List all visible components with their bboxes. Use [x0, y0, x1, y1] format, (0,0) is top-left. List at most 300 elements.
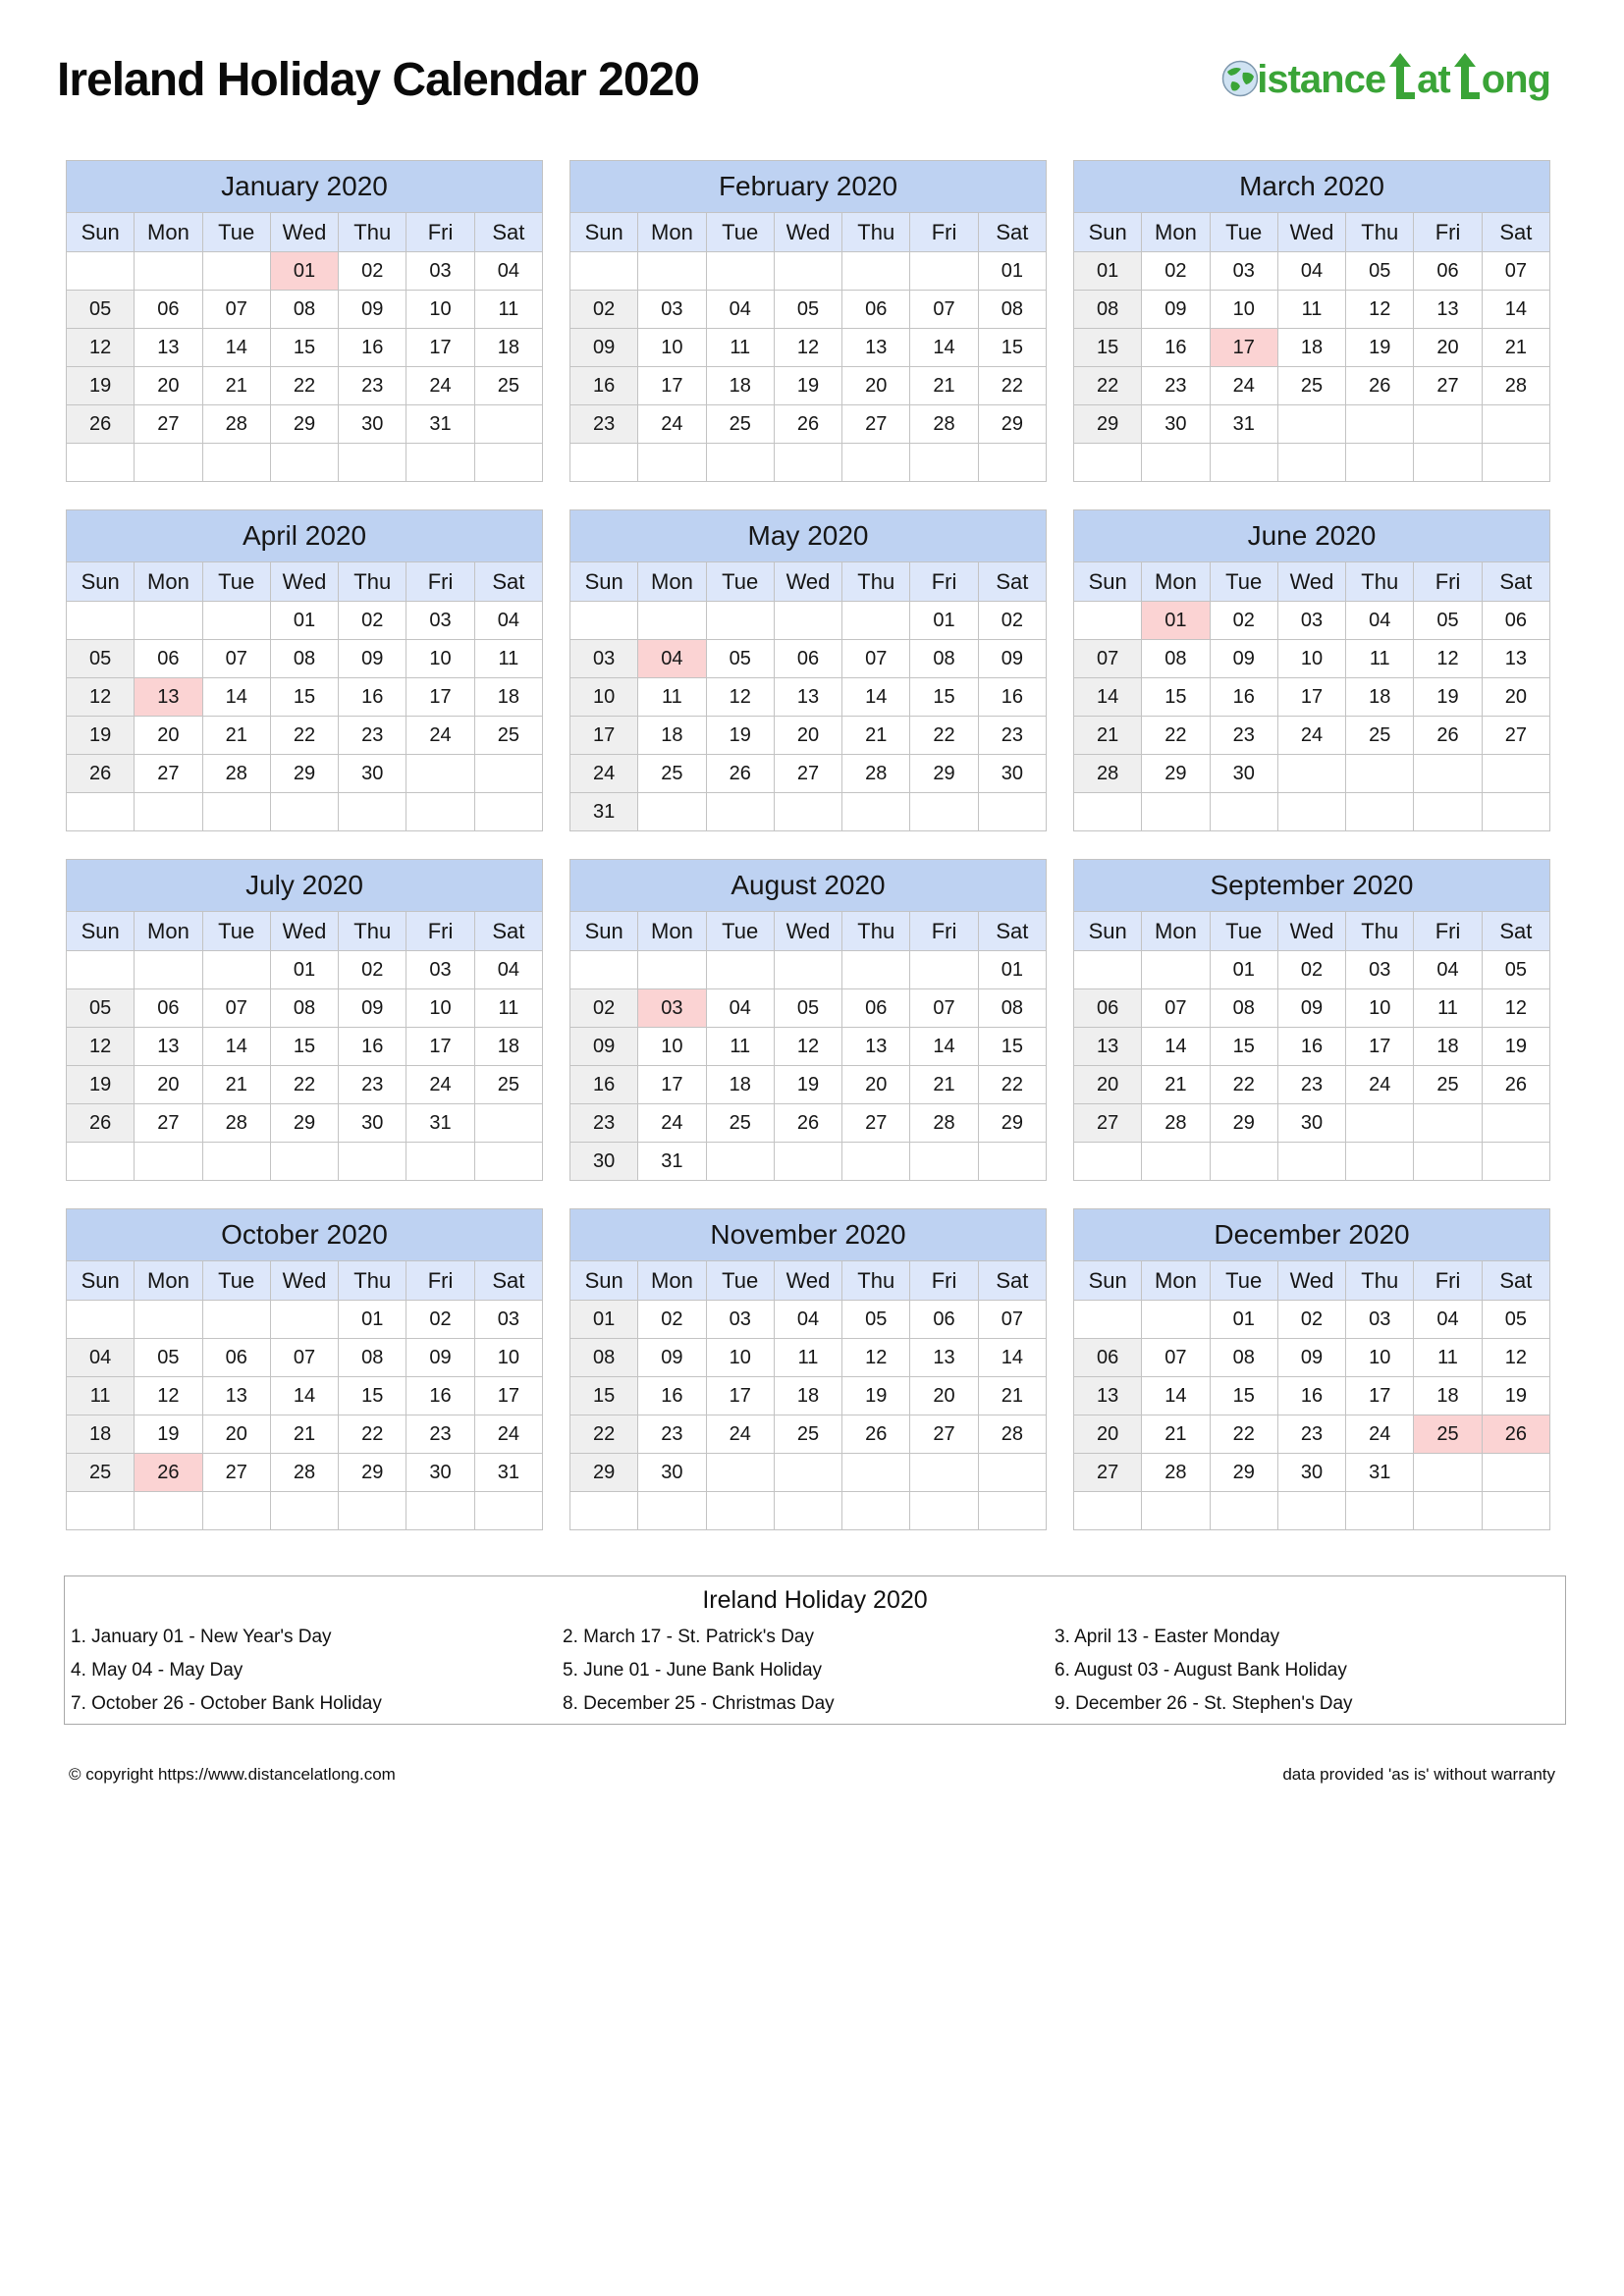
month-title: February 2020	[570, 161, 1047, 213]
day-cell: 01	[910, 602, 978, 640]
day-cell: 02	[570, 291, 638, 329]
day-cell: 08	[270, 989, 338, 1028]
day-cell: 10	[638, 1028, 706, 1066]
empty-day-cell	[135, 1143, 202, 1181]
day-cell: 26	[774, 1104, 841, 1143]
day-cell: 30	[638, 1454, 706, 1492]
empty-day-cell	[774, 602, 841, 640]
day-cell: 11	[638, 678, 706, 717]
day-cell: 07	[202, 640, 270, 678]
empty-day-cell	[202, 1301, 270, 1339]
day-cell: 29	[270, 1104, 338, 1143]
day-cell: 18	[1277, 329, 1345, 367]
day-cell: 31	[1346, 1454, 1414, 1492]
empty-day-cell	[67, 444, 135, 482]
day-cell: 28	[1482, 367, 1549, 405]
day-cell: 24	[406, 1066, 474, 1104]
empty-day-cell	[1277, 405, 1345, 444]
day-of-week-header: Sat	[978, 213, 1046, 252]
day-of-week-header: Wed	[1277, 1261, 1345, 1301]
day-cell: 29	[270, 405, 338, 444]
day-of-week-header: Sat	[474, 213, 542, 252]
day-cell: 30	[1210, 755, 1277, 793]
day-cell: 09	[1210, 640, 1277, 678]
day-cell: 26	[67, 755, 135, 793]
month-calendar-december	[1073, 1208, 1550, 1530]
day-cell: 23	[638, 1415, 706, 1454]
day-of-week-header: Fri	[406, 1261, 474, 1301]
day-of-week-header: Thu	[1346, 912, 1414, 951]
day-cell: 19	[67, 367, 135, 405]
empty-day-cell	[910, 1143, 978, 1181]
day-cell: 07	[1142, 1339, 1210, 1377]
empty-day-cell	[1346, 755, 1414, 793]
empty-day-cell	[706, 1454, 774, 1492]
day-of-week-header: Mon	[1142, 562, 1210, 602]
day-cell: 28	[910, 1104, 978, 1143]
empty-day-cell	[570, 602, 638, 640]
empty-day-cell	[1414, 1104, 1482, 1143]
day-cell: 03	[638, 291, 706, 329]
day-cell: 24	[406, 367, 474, 405]
day-cell: 11	[474, 640, 542, 678]
empty-day-cell	[1142, 951, 1210, 989]
empty-day-cell	[474, 755, 542, 793]
day-cell: 20	[202, 1415, 270, 1454]
day-of-week-header: Thu	[842, 562, 910, 602]
empty-day-cell	[910, 252, 978, 291]
day-cell: 22	[1210, 1415, 1277, 1454]
empty-day-cell	[339, 793, 406, 831]
holiday-day-cell: 17	[1210, 329, 1277, 367]
day-cell: 25	[474, 1066, 542, 1104]
day-cell: 04	[1414, 1301, 1482, 1339]
day-cell: 27	[1074, 1454, 1142, 1492]
empty-day-cell	[1277, 444, 1345, 482]
holiday-item: 1. January 01 - New Year's Day	[71, 1627, 332, 1647]
day-of-week-header: Thu	[842, 213, 910, 252]
month-calendar-september	[1073, 859, 1550, 1181]
day-of-week-header: Mon	[1142, 912, 1210, 951]
day-cell: 16	[1142, 329, 1210, 367]
empty-day-cell	[1074, 1143, 1142, 1181]
month-title: May 2020	[570, 510, 1047, 562]
month-calendar-april	[66, 509, 543, 831]
day-cell: 02	[1277, 1301, 1345, 1339]
day-cell: 30	[339, 405, 406, 444]
day-of-week-header: Thu	[1346, 562, 1414, 602]
day-cell: 07	[1482, 252, 1549, 291]
day-cell: 15	[1074, 329, 1142, 367]
empty-day-cell	[1414, 405, 1482, 444]
day-of-week-header: Tue	[1210, 562, 1277, 602]
day-of-week-header: Fri	[1414, 1261, 1482, 1301]
day-cell: 07	[910, 989, 978, 1028]
day-cell: 21	[202, 367, 270, 405]
day-cell: 17	[706, 1377, 774, 1415]
month-calendar-february	[569, 160, 1047, 482]
day-cell: 08	[270, 640, 338, 678]
day-cell: 26	[706, 755, 774, 793]
empty-day-cell	[270, 1301, 338, 1339]
day-cell: 05	[774, 291, 841, 329]
day-cell: 10	[1210, 291, 1277, 329]
day-cell: 31	[570, 793, 638, 831]
day-cell: 10	[570, 678, 638, 717]
day-cell: 29	[1074, 405, 1142, 444]
day-cell: 22	[270, 717, 338, 755]
month-title: June 2020	[1074, 510, 1550, 562]
day-cell: 17	[570, 717, 638, 755]
day-cell: 13	[1482, 640, 1549, 678]
day-cell: 28	[910, 405, 978, 444]
day-of-week-header: Fri	[1414, 213, 1482, 252]
day-of-week-header: Tue	[1210, 213, 1277, 252]
empty-day-cell	[842, 444, 910, 482]
day-cell: 06	[202, 1339, 270, 1377]
day-of-week-header: Wed	[1277, 912, 1345, 951]
day-cell: 24	[638, 1104, 706, 1143]
empty-day-cell	[202, 252, 270, 291]
empty-day-cell	[774, 951, 841, 989]
empty-day-cell	[842, 951, 910, 989]
day-of-week-header: Tue	[1210, 912, 1277, 951]
day-cell: 22	[570, 1415, 638, 1454]
day-cell: 24	[1346, 1066, 1414, 1104]
day-cell: 18	[474, 329, 542, 367]
day-cell: 03	[406, 951, 474, 989]
day-cell: 11	[706, 1028, 774, 1066]
day-of-week-header: Sun	[1074, 213, 1142, 252]
day-cell: 13	[910, 1339, 978, 1377]
empty-day-cell	[270, 444, 338, 482]
disclaimer-text: data provided 'as is' without warranty	[1282, 1765, 1555, 1784]
day-cell: 03	[406, 602, 474, 640]
day-of-week-header: Thu	[339, 562, 406, 602]
month-calendar-june	[1073, 509, 1550, 831]
empty-day-cell	[978, 1492, 1046, 1530]
day-cell: 04	[474, 252, 542, 291]
empty-day-cell	[978, 1143, 1046, 1181]
logo-text-distance: istance	[1257, 58, 1386, 101]
day-of-week-header: Sun	[67, 1261, 135, 1301]
day-of-week-header: Tue	[706, 912, 774, 951]
day-cell: 26	[774, 405, 841, 444]
day-cell: 05	[135, 1339, 202, 1377]
empty-day-cell	[706, 793, 774, 831]
empty-day-cell	[1142, 793, 1210, 831]
day-cell: 27	[135, 755, 202, 793]
day-cell: 29	[910, 755, 978, 793]
day-cell: 16	[1210, 678, 1277, 717]
empty-day-cell	[1482, 1143, 1549, 1181]
day-of-week-header: Sat	[1482, 1261, 1549, 1301]
day-of-week-header: Fri	[910, 213, 978, 252]
day-of-week-header: Sat	[978, 562, 1046, 602]
day-of-week-header: Thu	[339, 213, 406, 252]
empty-day-cell	[706, 444, 774, 482]
day-cell: 19	[1482, 1028, 1549, 1066]
copyright-text: © copyright https://www.distancelatlong.com	[69, 1765, 396, 1784]
day-of-week-header: Tue	[202, 562, 270, 602]
day-cell: 09	[570, 1028, 638, 1066]
day-cell: 25	[638, 755, 706, 793]
empty-day-cell	[910, 444, 978, 482]
day-cell: 06	[1414, 252, 1482, 291]
day-of-week-header: Fri	[1414, 562, 1482, 602]
day-cell: 22	[1142, 717, 1210, 755]
empty-day-cell	[1482, 444, 1549, 482]
day-cell: 16	[406, 1377, 474, 1415]
empty-day-cell	[135, 444, 202, 482]
day-cell: 08	[1210, 989, 1277, 1028]
day-cell: 23	[339, 717, 406, 755]
day-cell: 12	[135, 1377, 202, 1415]
month-title: July 2020	[67, 860, 543, 912]
day-of-week-header: Sun	[570, 213, 638, 252]
empty-day-cell	[774, 1454, 841, 1492]
day-cell: 10	[638, 329, 706, 367]
empty-day-cell	[474, 1104, 542, 1143]
day-cell: 01	[270, 602, 338, 640]
day-of-week-header: Fri	[1414, 912, 1482, 951]
day-of-week-header: Mon	[638, 213, 706, 252]
day-cell: 12	[706, 678, 774, 717]
day-cell: 22	[339, 1415, 406, 1454]
day-cell: 13	[842, 329, 910, 367]
day-cell: 06	[910, 1301, 978, 1339]
day-cell: 14	[1482, 291, 1549, 329]
day-of-week-header: Tue	[706, 1261, 774, 1301]
day-cell: 17	[474, 1377, 542, 1415]
holiday-item: 2. March 17 - St. Patrick's Day	[563, 1627, 814, 1647]
empty-day-cell	[1210, 793, 1277, 831]
day-cell: 01	[978, 951, 1046, 989]
day-cell: 19	[842, 1377, 910, 1415]
day-of-week-header: Thu	[1346, 213, 1414, 252]
day-cell: 29	[570, 1454, 638, 1492]
month-calendar-august	[569, 859, 1047, 1181]
day-cell: 01	[1210, 1301, 1277, 1339]
day-cell: 09	[1277, 1339, 1345, 1377]
empty-day-cell	[406, 1492, 474, 1530]
day-cell: 08	[570, 1339, 638, 1377]
day-cell: 21	[270, 1415, 338, 1454]
day-cell: 26	[1482, 1066, 1549, 1104]
day-cell: 15	[339, 1377, 406, 1415]
empty-day-cell	[1210, 1143, 1277, 1181]
day-cell: 27	[202, 1454, 270, 1492]
day-cell: 14	[978, 1339, 1046, 1377]
day-of-week-header: Tue	[706, 562, 774, 602]
day-cell: 16	[570, 367, 638, 405]
day-of-week-header: Sun	[570, 912, 638, 951]
day-cell: 18	[1414, 1028, 1482, 1066]
empty-day-cell	[474, 444, 542, 482]
empty-day-cell	[474, 793, 542, 831]
month-calendar-october	[66, 1208, 543, 1530]
holiday-item: 6. August 03 - August Bank Holiday	[1055, 1660, 1347, 1681]
empty-day-cell	[202, 602, 270, 640]
day-cell: 28	[202, 755, 270, 793]
empty-day-cell	[638, 793, 706, 831]
day-cell: 19	[1346, 329, 1414, 367]
empty-day-cell	[910, 1454, 978, 1492]
day-of-week-header: Wed	[1277, 562, 1345, 602]
day-cell: 12	[1346, 291, 1414, 329]
day-cell: 25	[1346, 717, 1414, 755]
day-cell: 07	[1142, 989, 1210, 1028]
empty-day-cell	[774, 444, 841, 482]
day-cell: 20	[135, 367, 202, 405]
day-cell: 04	[774, 1301, 841, 1339]
day-cell: 30	[978, 755, 1046, 793]
day-cell: 20	[1482, 678, 1549, 717]
day-cell: 04	[706, 291, 774, 329]
day-of-week-header: Thu	[1346, 1261, 1414, 1301]
day-cell: 12	[67, 1028, 135, 1066]
day-cell: 19	[1482, 1377, 1549, 1415]
day-cell: 08	[270, 291, 338, 329]
empty-day-cell	[1074, 951, 1142, 989]
day-cell: 01	[570, 1301, 638, 1339]
day-cell: 19	[67, 1066, 135, 1104]
day-cell: 25	[774, 1415, 841, 1454]
day-cell: 24	[1210, 367, 1277, 405]
empty-day-cell	[339, 1492, 406, 1530]
day-cell: 26	[1414, 717, 1482, 755]
day-cell: 01	[1210, 951, 1277, 989]
day-cell: 20	[842, 367, 910, 405]
day-cell: 23	[1277, 1415, 1345, 1454]
day-of-week-header: Mon	[135, 912, 202, 951]
empty-day-cell	[1074, 793, 1142, 831]
day-of-week-header: Sat	[1482, 562, 1549, 602]
day-cell: 24	[406, 717, 474, 755]
day-cell: 12	[774, 1028, 841, 1066]
day-cell: 30	[339, 1104, 406, 1143]
day-cell: 11	[474, 989, 542, 1028]
day-cell: 21	[910, 1066, 978, 1104]
day-cell: 28	[270, 1454, 338, 1492]
empty-day-cell	[1346, 444, 1414, 482]
day-cell: 22	[978, 1066, 1046, 1104]
day-cell: 27	[842, 1104, 910, 1143]
day-cell: 15	[978, 1028, 1046, 1066]
day-cell: 07	[202, 291, 270, 329]
day-cell: 28	[1142, 1454, 1210, 1492]
day-cell: 14	[1142, 1377, 1210, 1415]
empty-day-cell	[135, 252, 202, 291]
day-of-week-header: Sun	[67, 562, 135, 602]
day-cell: 30	[1277, 1454, 1345, 1492]
empty-day-cell	[270, 1492, 338, 1530]
months-grid	[66, 160, 1550, 1530]
day-of-week-header: Sun	[1074, 912, 1142, 951]
day-of-week-header: Mon	[638, 912, 706, 951]
day-of-week-header: Mon	[638, 562, 706, 602]
day-cell: 23	[570, 1104, 638, 1143]
day-cell: 27	[135, 405, 202, 444]
day-cell: 16	[978, 678, 1046, 717]
day-cell: 03	[1346, 951, 1414, 989]
day-cell: 09	[978, 640, 1046, 678]
empty-day-cell	[474, 405, 542, 444]
day-cell: 03	[406, 252, 474, 291]
day-of-week-header: Wed	[270, 1261, 338, 1301]
day-cell: 31	[1210, 405, 1277, 444]
day-cell: 24	[1277, 717, 1345, 755]
day-cell: 21	[842, 717, 910, 755]
holiday-summary-box	[64, 1575, 1566, 1725]
day-of-week-header: Mon	[135, 213, 202, 252]
day-cell: 28	[842, 755, 910, 793]
day-cell: 03	[706, 1301, 774, 1339]
day-of-week-header: Thu	[842, 912, 910, 951]
month-title: October 2020	[67, 1209, 543, 1261]
empty-day-cell	[638, 444, 706, 482]
day-cell: 05	[67, 640, 135, 678]
day-cell: 14	[202, 329, 270, 367]
empty-day-cell	[406, 444, 474, 482]
day-cell: 03	[1277, 602, 1345, 640]
day-cell: 01	[1074, 252, 1142, 291]
day-of-week-header: Sat	[1482, 213, 1549, 252]
day-cell: 11	[706, 329, 774, 367]
empty-day-cell	[1482, 1492, 1549, 1530]
day-cell: 02	[339, 252, 406, 291]
day-cell: 27	[910, 1415, 978, 1454]
day-cell: 07	[910, 291, 978, 329]
day-cell: 05	[67, 291, 135, 329]
holiday-item: 9. December 26 - St. Stephen's Day	[1055, 1693, 1353, 1714]
day-of-week-header: Wed	[270, 562, 338, 602]
day-cell: 29	[978, 1104, 1046, 1143]
day-cell: 30	[1142, 405, 1210, 444]
day-of-week-header: Sat	[474, 912, 542, 951]
day-cell: 16	[570, 1066, 638, 1104]
empty-day-cell	[202, 444, 270, 482]
month-title: November 2020	[570, 1209, 1047, 1261]
day-cell: 24	[474, 1415, 542, 1454]
logo-text-lat: at	[1417, 58, 1450, 101]
holiday-item: 8. December 25 - Christmas Day	[563, 1693, 835, 1714]
day-cell: 18	[1414, 1377, 1482, 1415]
empty-day-cell	[842, 1143, 910, 1181]
day-cell: 31	[406, 405, 474, 444]
day-cell: 28	[202, 405, 270, 444]
empty-day-cell	[570, 951, 638, 989]
day-cell: 16	[638, 1377, 706, 1415]
day-cell: 30	[406, 1454, 474, 1492]
day-of-week-header: Thu	[842, 1261, 910, 1301]
day-cell: 04	[474, 951, 542, 989]
day-cell: 22	[1210, 1066, 1277, 1104]
empty-day-cell	[1482, 793, 1549, 831]
holiday-day-cell: 03	[638, 989, 706, 1028]
day-cell: 23	[1142, 367, 1210, 405]
day-cell: 11	[474, 291, 542, 329]
day-cell: 14	[1142, 1028, 1210, 1066]
day-cell: 02	[339, 951, 406, 989]
day-of-week-header: Wed	[774, 912, 841, 951]
holiday-day-cell: 01	[270, 252, 338, 291]
day-cell: 28	[1074, 755, 1142, 793]
empty-day-cell	[706, 1143, 774, 1181]
day-of-week-header: Thu	[339, 912, 406, 951]
day-cell: 09	[339, 640, 406, 678]
day-cell: 04	[706, 989, 774, 1028]
